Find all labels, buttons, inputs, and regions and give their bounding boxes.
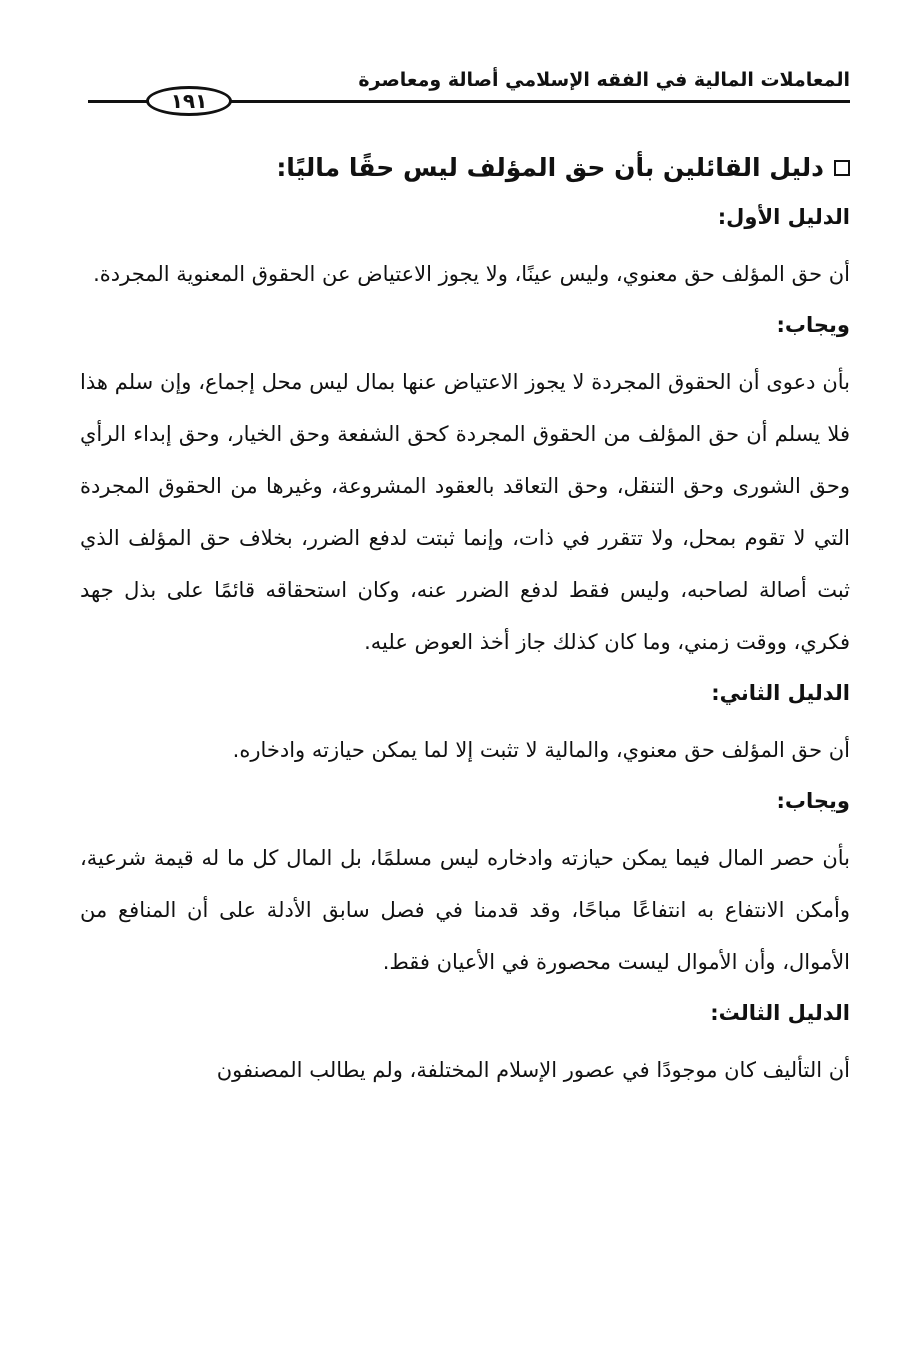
checkbox-bullet-icon — [834, 160, 850, 176]
evidence-heading-first: الدليل الأول: — [717, 205, 850, 229]
reply-heading: ويجاب: — [776, 313, 850, 337]
section-title-text: دليل القائلين بأن حق المؤلف ليس حقًا ماليًا: — [276, 153, 824, 182]
page-content — [80, 148, 850, 1104]
evidence-heading-second: الدليل الثاني: — [711, 681, 850, 705]
body-paragraph: بأن دعوى أن الحقوق المجردة لا يجوز الاعتياض عنها بمال ليس محل إجماع، وإن سلم هذا فلا يسلم أن حق المؤلف من الحقوق المجردة كحق الشفعة وحق الخيار، وحق إبداء الرأي وحق الشورى وحق التنقل، وحق التعاقد بالعقود المشروعة، وغيرها من الحقوق المجردة التي لا تقوم بمحل، ولا تتقرر في ذات، وإنما ثبتت لدفع الضرر، بخلاف حق المؤلف الذي ثبت أصالة لصاحبه، وليس فقط لدفع الضرر عنه، وكان استحقاقه قائمًا على بذل جهد فكري، ووقت زمني، وما كان كذلك جاز أخذ العوض عليه. — [80, 370, 850, 654]
section-title — [80, 148, 850, 188]
body-paragraph: أن حق المؤلف حق معنوي، والمالية لا تثبت إلا لما يمكن حيازته وادخاره. — [232, 738, 850, 762]
reply-heading: ويجاب: — [776, 789, 850, 813]
body-paragraph: أن حق المؤلف حق معنوي، وليس عينًا، ولا يجوز الاعتياض عن الحقوق المعنوية المجردة. — [93, 262, 850, 286]
running-header-title: المعاملات المالية في الفقه الإسلامي أصالة ومعاصرة — [358, 69, 850, 91]
body-paragraph: بأن حصر المال فيما يمكن حيازته وادخاره ليس مسلمًا، بل المال كل ما له قيمة شرعية، وأمكن الانتفاع به انتفاعًا مباحًا، وقد قدمنا في فصل سابق الأدلة على أن المنافع من الأموال، وأن الأموال ليست محصورة في الأعيان فقط. — [80, 846, 850, 974]
evidence-heading-third: الدليل الثالث: — [710, 1001, 850, 1025]
page-number: ١٩١ — [146, 86, 232, 116]
body-paragraph: أن التأليف كان موجودًا في عصور الإسلام المختلفة، ولم يطالب المصنفون — [216, 1058, 850, 1082]
